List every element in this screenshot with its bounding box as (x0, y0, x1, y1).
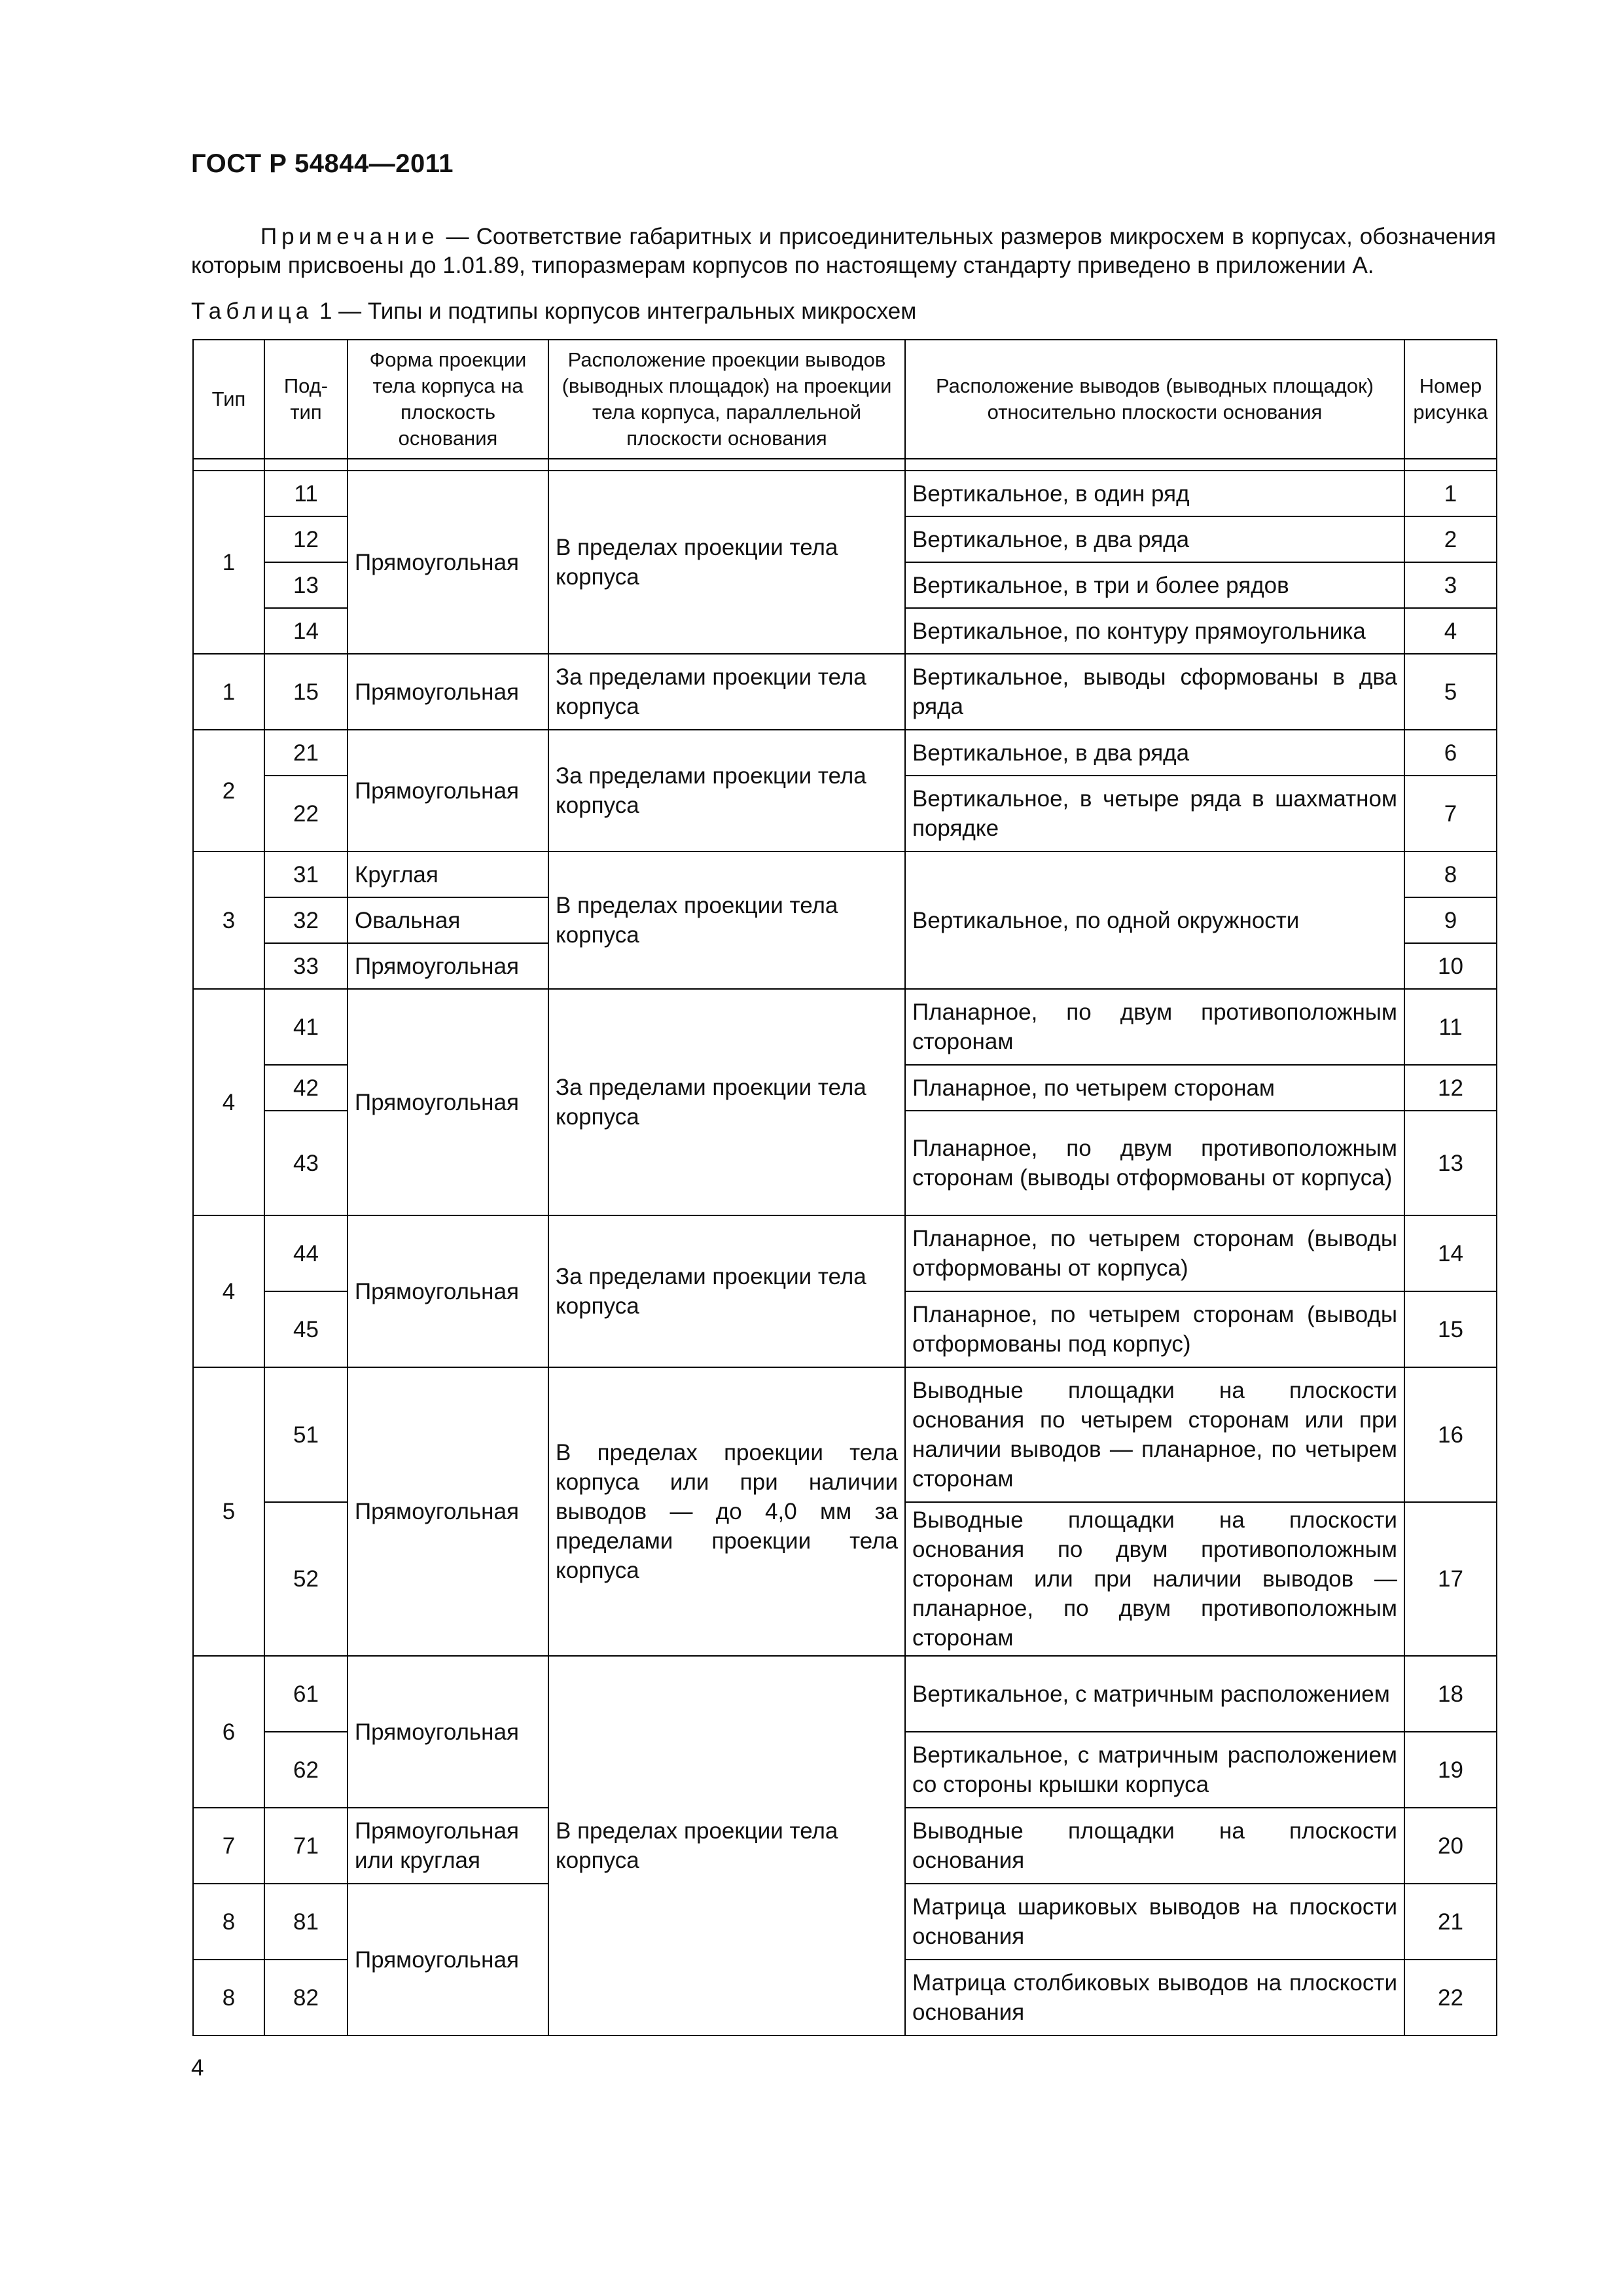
table-row (193, 989, 1497, 1065)
cell-subtype: 22 (264, 776, 348, 852)
table-row (193, 1656, 1497, 1732)
cell-figure: 4 (1404, 608, 1497, 654)
cell-subtype: 52 (264, 1502, 348, 1656)
cell-subtype: 81 (264, 1884, 348, 1960)
cell-lead-location: Выводные площадки на плоскости основания (905, 1808, 1404, 1884)
cell-figure: 1 (1404, 471, 1497, 516)
col-header-subtype: Под-тип (264, 340, 348, 459)
cell-figure: 5 (1404, 654, 1497, 730)
cell-subtype: 32 (264, 897, 348, 943)
cell-subtype: 11 (264, 471, 348, 516)
table-row (193, 852, 1497, 897)
caption-text: 1 — Типы и подтипы корпусов интегральных микросхем (313, 298, 917, 324)
page-number: 4 (191, 2055, 204, 2081)
cell-shape: Прямоугольная (348, 989, 548, 1215)
caption-label: Таблица (191, 298, 313, 324)
cell-type: 5 (193, 1367, 264, 1656)
cell-projection: В пределах проекции тела корпуса (548, 471, 905, 654)
col-header-shape: Форма проекции тела корпуса на плоскость основания (348, 340, 548, 459)
cell-figure: 3 (1404, 562, 1497, 608)
cell-figure: 11 (1404, 989, 1497, 1065)
cell-subtype: 14 (264, 608, 348, 654)
cell-lead-location: Вертикальное, с матричным расположением со стороны крышки корпуса (905, 1732, 1404, 1808)
table-row (193, 471, 1497, 516)
table-row (193, 730, 1497, 776)
cell-type: 2 (193, 730, 264, 852)
col-header-type: Тип (193, 340, 264, 459)
cell-lead-location: Планарное, по четырем сторонам (905, 1065, 1404, 1111)
cell-subtype: 82 (264, 1960, 348, 2036)
cell-figure: 22 (1404, 1960, 1497, 2036)
cell-figure: 19 (1404, 1732, 1497, 1808)
cell-subtype: 33 (264, 943, 348, 989)
cell-lead-location: Выводные площадки на плоскости основания по двум противоположным сторонам или при наличии выводов — планарное, по двум противоположным сторонам (905, 1502, 1404, 1656)
note-paragraph (191, 223, 1496, 280)
cell-lead-location: Вертикальное, в три и более рядов (905, 562, 1404, 608)
cell-subtype: 21 (264, 730, 348, 776)
cell-subtype: 44 (264, 1215, 348, 1291)
cell-type: 3 (193, 852, 264, 989)
cell-projection: За пределами проекции тела корпуса (548, 654, 905, 730)
cell-subtype: 51 (264, 1367, 348, 1502)
col-header-projection: Расположение проекции выводов (выводных площадок) на проекции тела корпуса, параллельной плоскости основания (548, 340, 905, 459)
cell-projection: За пределами проекции тела корпуса (548, 730, 905, 852)
types-table (192, 339, 1497, 2036)
cell-subtype: 12 (264, 516, 348, 562)
note-label: Примечание (260, 224, 439, 249)
cell-subtype: 31 (264, 852, 348, 897)
cell-projection: За пределами проекции тела корпуса (548, 989, 905, 1215)
cell-figure: 21 (1404, 1884, 1497, 1960)
cell-lead-location: Вертикальное, по контуру прямоугольника (905, 608, 1404, 654)
cell-type: 4 (193, 1215, 264, 1367)
table-row (193, 1215, 1497, 1291)
cell-shape: Прямоугольная (348, 1656, 548, 1808)
col-header-lead-location: Расположение выводов (выводных площадок) относительно плоскости основания (905, 340, 1404, 459)
note-text: — Соответствие габаритных и присоединительных размеров микросхем в корпусах, обозначения которым присвоены до 1.01.89, типоразмерам корпусов по настоящему стандарту приведено в приложении А. (191, 224, 1496, 278)
cell-lead-location: Вертикальное, с матричным расположением (905, 1656, 1404, 1732)
table-caption (191, 298, 916, 325)
cell-figure: 12 (1404, 1065, 1497, 1111)
cell-type: 6 (193, 1656, 264, 1808)
cell-type: 1 (193, 654, 264, 730)
cell-lead-location: Планарное, по двум противоположным сторонам (выводы отформованы от корпуса) (905, 1111, 1404, 1215)
cell-shape: Прямоугольная или круглая (348, 1808, 548, 1884)
cell-shape: Прямоугольная (348, 471, 548, 654)
cell-figure: 18 (1404, 1656, 1497, 1732)
cell-lead-location: Вертикальное, в два ряда (905, 516, 1404, 562)
cell-type: 7 (193, 1808, 264, 1884)
cell-figure: 10 (1404, 943, 1497, 989)
cell-lead-location: Вертикальное, в четыре ряда в шахматном порядке (905, 776, 1404, 852)
cell-lead-location: Вертикальное, выводы сформованы в два ряда (905, 654, 1404, 730)
cell-type: 8 (193, 1960, 264, 2036)
cell-subtype: 15 (264, 654, 348, 730)
cell-projection: В пределах проекции тела корпуса (548, 1656, 905, 2036)
cell-shape: Прямоугольная (348, 654, 548, 730)
cell-shape: Прямоугольная (348, 1215, 548, 1367)
cell-lead-location: Планарное, по двум противоположным сторонам (905, 989, 1404, 1065)
header-separator (193, 459, 1497, 471)
cell-subtype: 42 (264, 1065, 348, 1111)
cell-subtype: 71 (264, 1808, 348, 1884)
cell-shape: Прямоугольная (348, 1367, 548, 1656)
cell-shape: Прямоугольная (348, 730, 548, 852)
cell-shape: Овальная (348, 897, 548, 943)
cell-lead-location: Матрица шариковых выводов на плоскости основания (905, 1884, 1404, 1960)
cell-figure: 14 (1404, 1215, 1497, 1291)
cell-figure: 20 (1404, 1808, 1497, 1884)
cell-projection: В пределах проекции тела корпуса или при наличии выводов — до 4,0 мм за пределами проекции тела корпуса (548, 1367, 905, 1656)
table-row (193, 654, 1497, 730)
cell-lead-location: Матрица столбиковых выводов на плоскости основания (905, 1960, 1404, 2036)
cell-type: 4 (193, 989, 264, 1215)
cell-lead-location: Вертикальное, в два ряда (905, 730, 1404, 776)
cell-projection: За пределами проекции тела корпуса (548, 1215, 905, 1367)
cell-figure: 2 (1404, 516, 1497, 562)
cell-type: 1 (193, 471, 264, 654)
cell-shape: Прямоугольная (348, 943, 548, 989)
cell-lead-location: Планарное, по четырем сторонам (выводы отформованы от корпуса) (905, 1215, 1404, 1291)
cell-figure: 16 (1404, 1367, 1497, 1502)
cell-figure: 13 (1404, 1111, 1497, 1215)
cell-shape: Прямоугольная (348, 1884, 548, 2036)
cell-figure: 15 (1404, 1291, 1497, 1367)
cell-shape: Круглая (348, 852, 548, 897)
cell-figure: 8 (1404, 852, 1497, 897)
table-header-row (193, 340, 1497, 459)
cell-lead-location: Вертикальное, в один ряд (905, 471, 1404, 516)
cell-lead-location: Выводные площадки на плоскости основания по четырем сторонам или при наличии выводов — планарное, по четырем сторонам (905, 1367, 1404, 1502)
cell-subtype: 41 (264, 989, 348, 1065)
cell-lead-location: Вертикальное, по одной окружности (905, 852, 1404, 989)
cell-subtype: 13 (264, 562, 348, 608)
table-row (193, 1367, 1497, 1502)
cell-figure: 7 (1404, 776, 1497, 852)
cell-subtype: 61 (264, 1656, 348, 1732)
cell-subtype: 43 (264, 1111, 348, 1215)
cell-subtype: 62 (264, 1732, 348, 1808)
cell-type: 8 (193, 1884, 264, 1960)
cell-figure: 17 (1404, 1502, 1497, 1656)
cell-lead-location: Планарное, по четырем сторонам (выводы отформованы под корпус) (905, 1291, 1404, 1367)
cell-subtype: 45 (264, 1291, 348, 1367)
col-header-figure: Номер рисунка (1404, 340, 1497, 459)
cell-figure: 6 (1404, 730, 1497, 776)
document-header: ГОСТ Р 54844—2011 (191, 149, 454, 178)
cell-projection: В пределах проекции тела корпуса (548, 852, 905, 989)
cell-figure: 9 (1404, 897, 1497, 943)
